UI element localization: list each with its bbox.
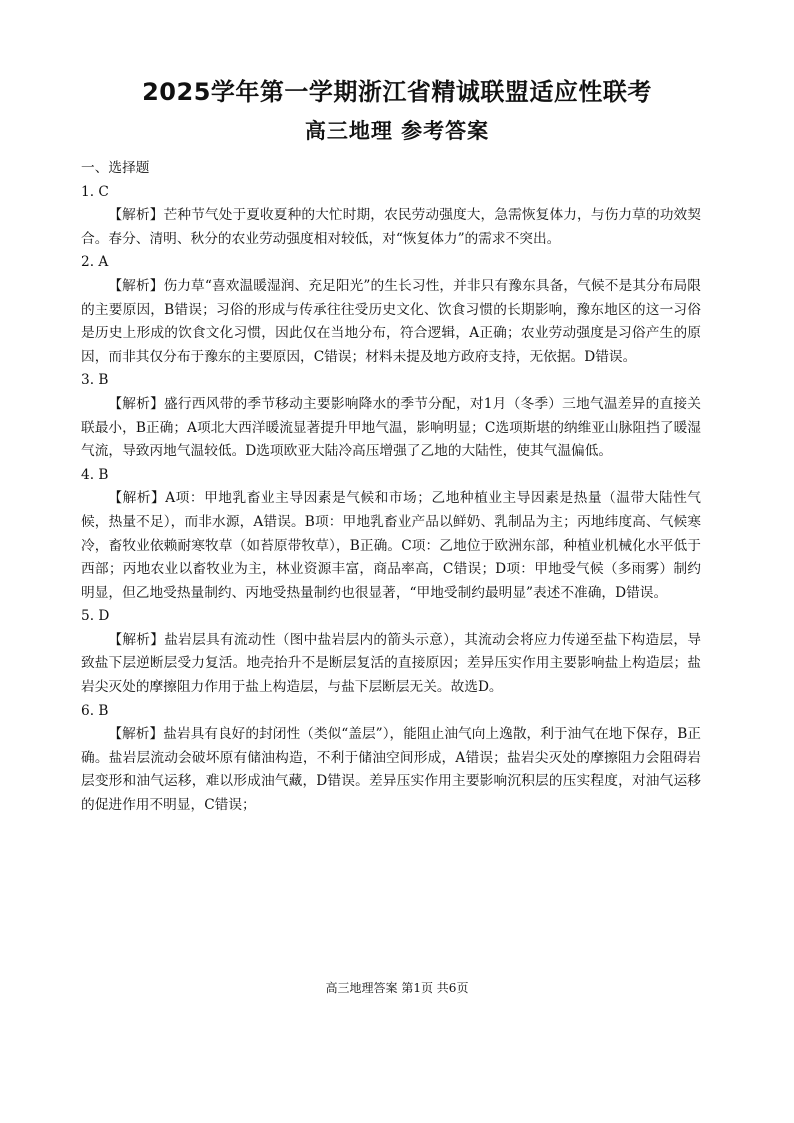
question-5-number: 5. D <box>81 608 110 625</box>
analysis-tag: 【解析】 <box>108 490 166 507</box>
answer-content <box>81 157 701 818</box>
question-6-analysis <box>81 723 701 817</box>
question-5-analysis <box>81 629 701 700</box>
question-2-number: 2. A <box>81 254 109 271</box>
analysis-text: A项：甲地乳畜业主导因素是气候和市场；乙地种植业主导因素是热量（温带大陆性气候，热量不足），而非水源，A错误。B项：甲地乳畜业产品以鲜奶、乳制品为主；丙地纬度高、气候寒冷，畜牧业依赖耐寒牧草（如苔原带牧草），B正确。C项：乙地位于欧洲东部，种植业机械化水平低于西部；丙地农业以畜牧业为主，林业资源丰富，商品率高，C错误；D项：甲地受气候（多雨雾）制约明显，但乙地受热量制约、丙地受热量制约也很显著，“甲地受制约最明显”表述不准确，D错误。 <box>81 490 701 601</box>
analysis-tag: 【解析】 <box>108 277 164 294</box>
question-1-analysis <box>81 204 701 251</box>
analysis-tag: 【解析】 <box>108 631 165 648</box>
question-3-number: 3. B <box>81 372 109 389</box>
page-title: 2025学年第一学期浙江省精诚联盟适应性联考 <box>142 78 652 106</box>
analysis-tag: 【解析】 <box>108 726 164 743</box>
analysis-text: 芒种节气处于夏收夏种的大忙时期，农民劳动强度大，急需恢复体力，与伤力草的功效契合。春分、清明、秋分的农业劳动强度相对较低，对“恢复体力”的需求不突出。 <box>81 207 701 247</box>
analysis-tag: 【解析】 <box>108 395 164 412</box>
analysis-tag: 【解析】 <box>108 207 164 224</box>
analysis-text: 伤力草“喜欢温暖湿润、充足阳光”的生长习性，并非只有豫东具备，气候不是其分布局限的主要原因，B错误；习俗的形成与传承往往受历史文化、饮食习惯的长期影响，豫东地区的这一习俗是历史上形成的饮食文化习惯，因此仅在当地分布，符合逻辑，A正确；农业劳动强度是习俗产生的原因，而非其仅分布于豫东的主要原因，C错误；材料未提及地方政府支持，无依据。D错误。 <box>81 277 701 365</box>
page-subtitle: 高三地理 参考答案 <box>304 119 490 143</box>
question-4-number: 4. B <box>81 466 109 483</box>
question-1-number: 1. C <box>81 183 109 200</box>
question-3-analysis <box>81 393 701 464</box>
question-6-number: 6. B <box>81 702 109 719</box>
analysis-text: 盐岩具有良好的封闭性（类似“盖层”），能阻止油气向上逸散，利于油气在地下保存，B正确。盐岩层流动会破坏原有储油构造，不利于储油空间形成，A错误；盐岩尖灭处的摩擦阻力会阻碍岩层变形和油气运移，难以形成油气藏，D错误。差异压实作用主要影响沉积层的压实程度，对油气运移的促进作用不明显，C错误； <box>81 726 701 814</box>
analysis-text: 盛行西风带的季节移动主要影响降水的季节分配，对1月（冬季）三地气温差异的直接关联最小，B正确；A项北大西洋暖流显著提升甲地气温，影响明显；C选项斯堪的纳维亚山脉阻挡了暖湿气流，导致丙地气温较低。D选项欧亚大陆冷高压增强了乙地的大陆性，使其气温偏低。 <box>81 395 701 460</box>
section-heading: 一、选择题 <box>81 160 150 176</box>
page-footer: 高三地理答案 第1页 共6页 <box>325 981 469 995</box>
analysis-text: 盐岩层具有流动性（图中盐岩层内的箭头示意），其流动会将应力传递至盐下构造层，导致盐下层逆断层受力复活。地壳抬升不是断层复活的直接原因；差异压实作用主要影响盐上构造层；盐岩尖灭处的摩擦阻力作用于盐上构造层，与盐下层断层无关。故选D。 <box>81 631 701 696</box>
question-4-analysis <box>81 487 701 605</box>
question-2-analysis <box>81 275 701 369</box>
